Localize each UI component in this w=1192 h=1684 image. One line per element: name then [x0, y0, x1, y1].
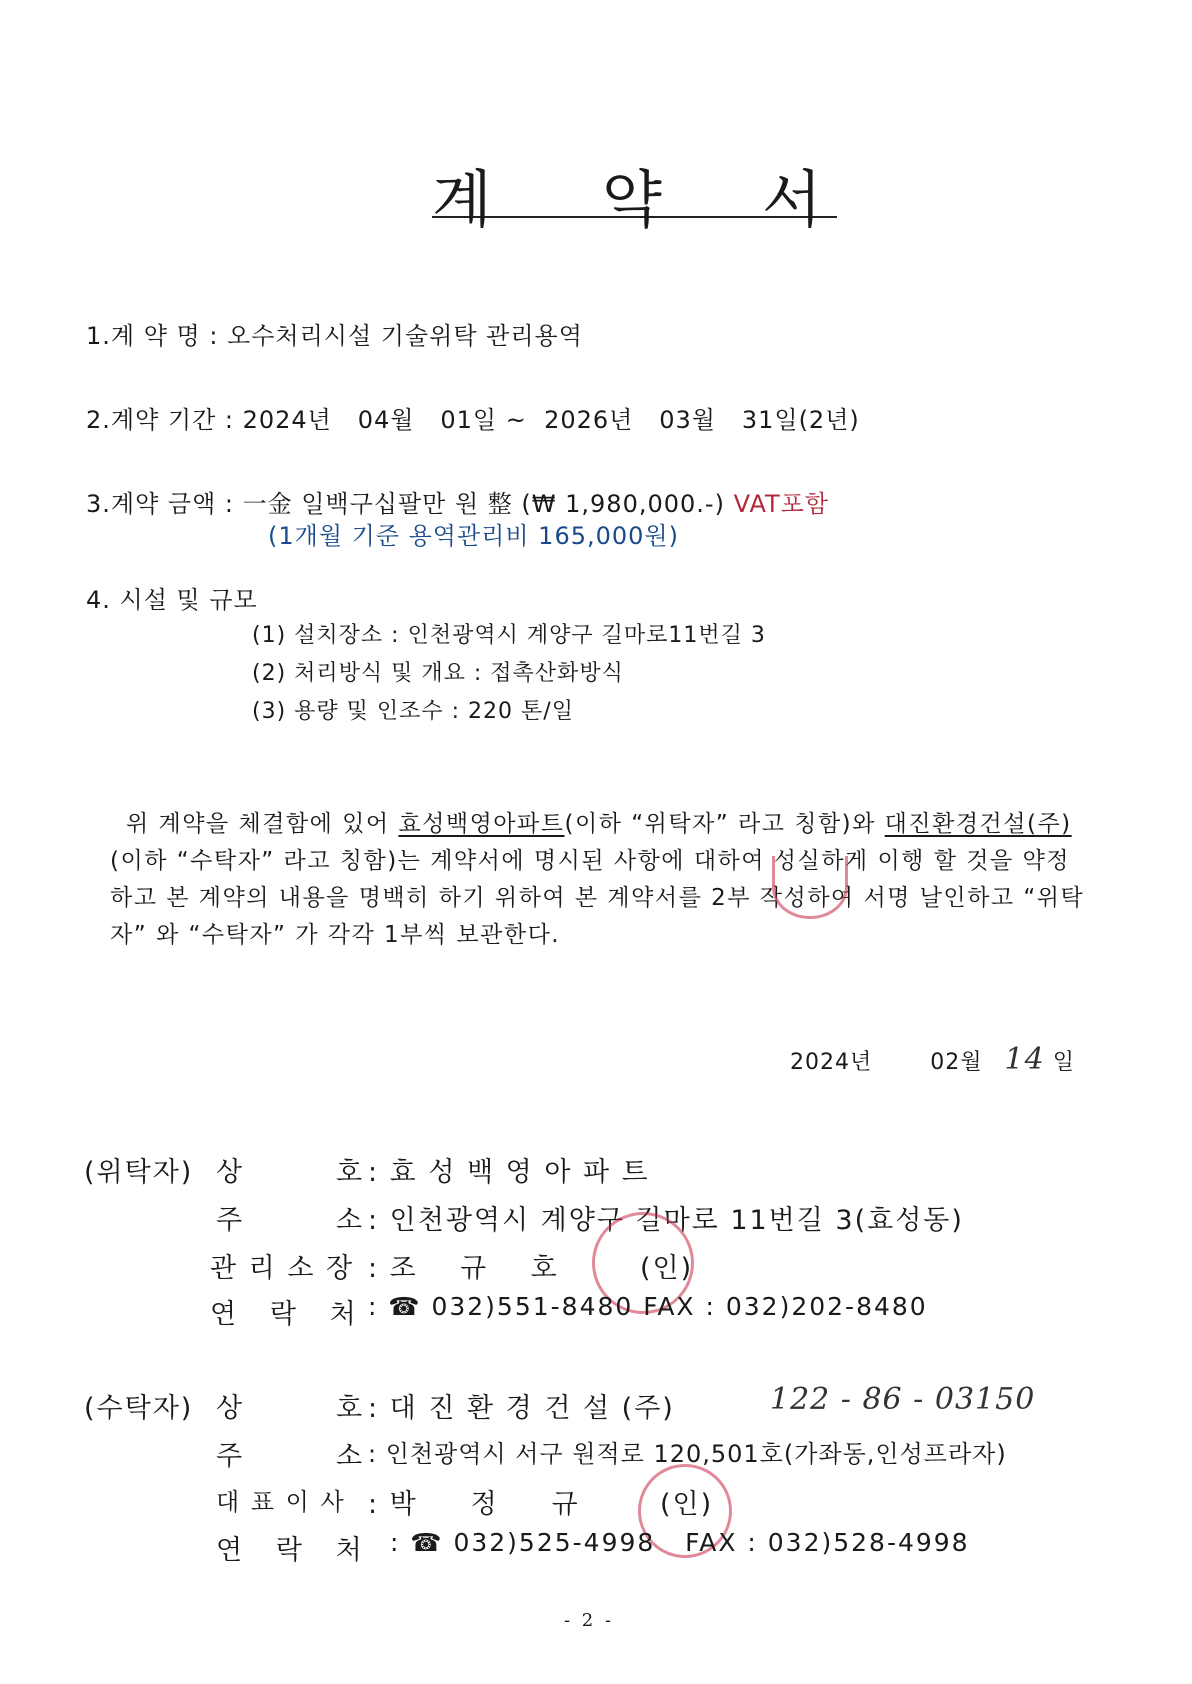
client-label-name: 상 [216, 1157, 245, 1188]
contract-name-line: 1.계 약 명 : 오수처리시설 기술위탁 관리용역 [86, 322, 583, 350]
contractor-label-name: 상 [216, 1393, 245, 1424]
facility-heading: 4. 시설 및 규모 [86, 586, 258, 614]
contractor-label-name-2: 호 [336, 1393, 365, 1424]
client-label-contact: 연 락 처 [210, 1299, 358, 1330]
contractor-seal-text: (인) [660, 1489, 714, 1520]
contract-amount-line [86, 484, 829, 519]
facility-item-1: (1) 설치장소 : 인천광역시 계양구 길마로11번길 3 [252, 623, 766, 648]
client-address: : 인천광역시 계양구 길마로 11번길 3(효성동) [368, 1205, 964, 1236]
facility-item-3: (3) 용량 및 인조수 : 220 톤/일 [252, 699, 574, 724]
client-seal-text: (인) [640, 1253, 694, 1284]
amount-monthly-note: (1개월 기준 용역관리비 165,000원) [268, 522, 679, 550]
paragraph-part-1: 위 계약을 체결함에 있어 [126, 811, 399, 837]
contractor-label-addr: 주 [216, 1441, 245, 1472]
date-day-handwritten: 14 [1004, 1042, 1045, 1077]
client-label-rep: 관 리 소 장 [210, 1253, 355, 1284]
contract-period-line: 2.계약 기간 : 2024년 04월 01일 ~ 2026년 03월 31일(2년) [86, 406, 860, 434]
contract-date [790, 1042, 1075, 1077]
agreement-paragraph [110, 806, 1100, 954]
contractor-biz-number-handwritten: 122 - 86 - 03150 [770, 1382, 1036, 1417]
date-day-suffix: 일 [1052, 1050, 1075, 1075]
document-title [432, 150, 837, 236]
contractor-rep: : 박 정 규 [368, 1489, 580, 1520]
title-char-3: 서 [762, 163, 822, 236]
title-char-2: 약 [602, 163, 662, 236]
amount-main: 3.계약 금액 : 一金 일백구십팔만 원 整 (₩ 1,980,000.-) [86, 490, 725, 518]
title-char-1: 계 [432, 163, 492, 236]
contractor-address: : 인천광역시 서구 원적로 120,501호(가좌동,인성프라자) [368, 1440, 1007, 1468]
client-name-underlined: 효성백영아파트 [398, 811, 565, 837]
contractor-contact: : ☎ 032)525-4998 FAX : 032)528-4998 [390, 1528, 970, 1557]
seal-stamp-paragraph [772, 856, 848, 919]
contractor-label-addr-2: 소 [336, 1441, 365, 1472]
client-label-name-2: 호 [336, 1157, 365, 1188]
client-label-addr: 주 [216, 1205, 245, 1236]
facility-item-2: (2) 처리방식 및 개요 : 접촉산화방식 [252, 661, 624, 686]
client-role: (위탁자) [84, 1157, 194, 1188]
paragraph-part-2: (이하 “위탁자” 라고 칭함)와 [564, 811, 885, 837]
page-number: - 2 - [564, 1610, 615, 1631]
contractor-name: : 대 진 환 경 건 설 (주) [368, 1393, 675, 1424]
date-month: 02월 [930, 1050, 983, 1075]
paragraph-part-3: (이하 “수탁자” 라고 칭함)는 계약서에 명시된 사항에 대하여 성실하게 이행 할 것을 약정 하고 본 계약의 내용을 명백히 하기 위하여 본 계약서를 2부 작성하여 서명 날인하고 “위탁자” 와 “수탁자” 가 각각 1부씩 보관한다. [110, 848, 1085, 948]
amount-vat: VAT포함 [733, 490, 830, 518]
contractor-label-contact: 연 락 처 [216, 1535, 364, 1566]
client-label-addr-2: 소 [336, 1205, 365, 1236]
contractor-label-rep: 대 표 이 사 [216, 1488, 346, 1516]
contractor-role: (수탁자) [84, 1393, 194, 1424]
client-name: : 효 성 백 영 아 파 트 [368, 1157, 650, 1188]
date-year: 2024년 [790, 1050, 873, 1075]
client-rep: : 조 규 호 [368, 1253, 559, 1284]
contractor-name-underlined: 대진환경건설(주) [884, 811, 1072, 837]
client-contact: : ☎ 032)551-8480 FAX : 032)202-8480 [368, 1292, 928, 1321]
